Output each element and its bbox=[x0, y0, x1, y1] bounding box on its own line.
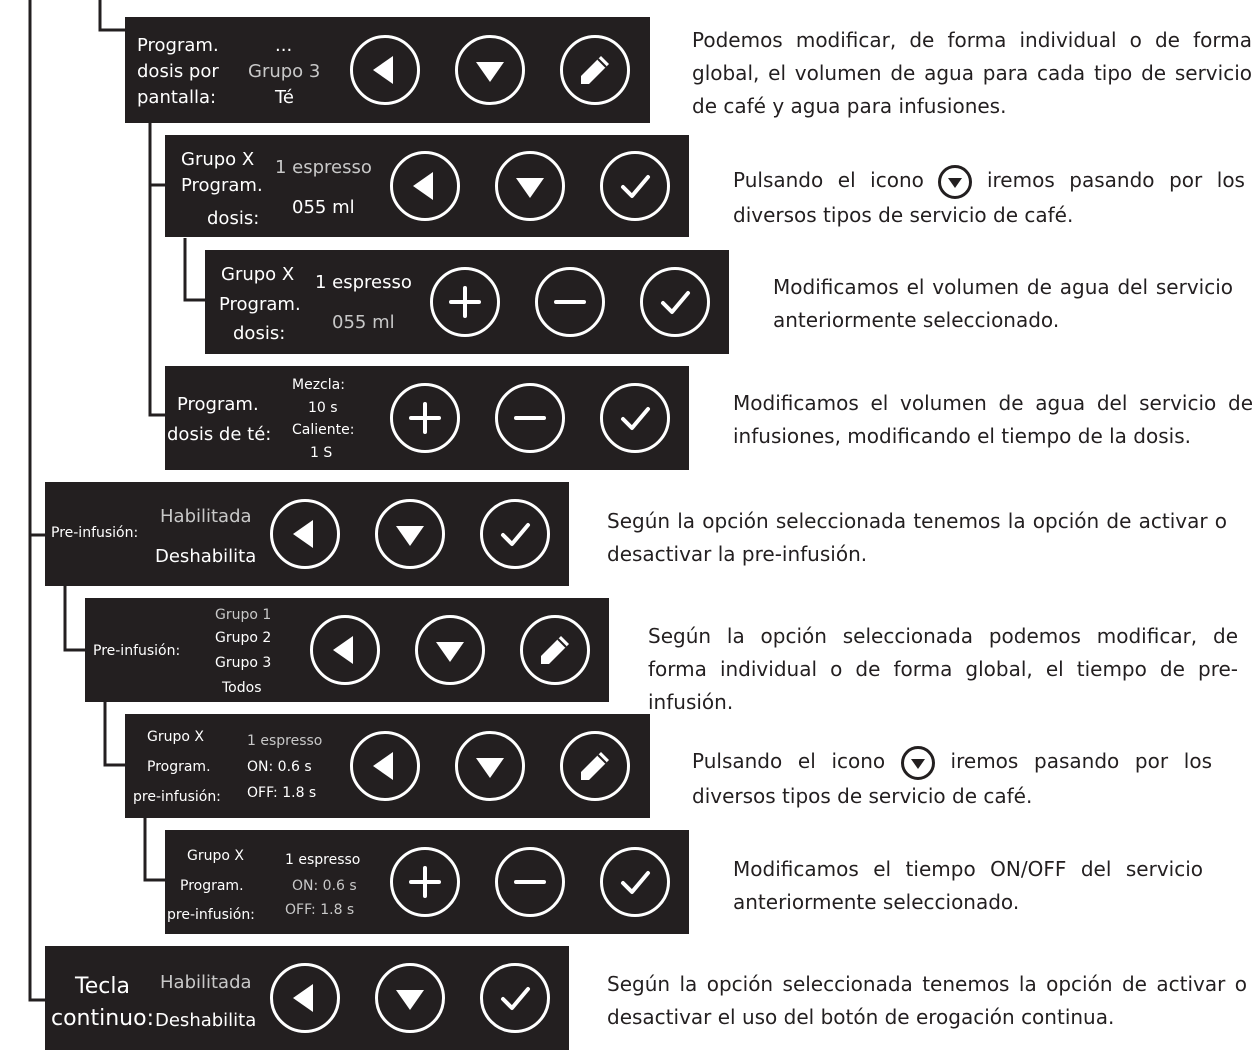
description-preinfusion-grupos: Según la opción seleccionada podemos modificar, de forma individual o de forma global, el tiempo de pre-infusión. bbox=[648, 624, 1238, 714]
minus-icon bbox=[510, 398, 550, 438]
label-dosis-por: dosis por bbox=[137, 61, 219, 82]
option-grupo-1: Grupo 1 bbox=[215, 607, 272, 623]
description-grupo-dosis-edit: Modificamos el volumen de agua del servicio anteriormente seleccionado. bbox=[773, 275, 1233, 332]
label-grupo-x: Grupo X bbox=[181, 149, 255, 170]
plus-button[interactable] bbox=[430, 267, 500, 337]
confirm-button[interactable] bbox=[600, 847, 670, 917]
value-espresso: 1 espresso bbox=[315, 272, 412, 293]
back-button[interactable] bbox=[310, 615, 380, 685]
back-button[interactable] bbox=[270, 963, 340, 1033]
option-deshabilita: Deshabilita bbox=[155, 1010, 257, 1031]
description-grupo-dosis bbox=[733, 164, 1245, 232]
edit-button[interactable] bbox=[520, 615, 590, 685]
edit-icon bbox=[535, 630, 575, 670]
label-grupo-x: Grupo X bbox=[221, 264, 295, 285]
label-preinfusion: Pre-infusión: bbox=[51, 525, 139, 541]
down-button[interactable] bbox=[375, 499, 445, 569]
plus-button[interactable] bbox=[390, 847, 460, 917]
label-continuo: continuo: bbox=[51, 1006, 154, 1031]
value-on: ON: 0.6 s bbox=[247, 759, 312, 775]
label-program: Program. bbox=[180, 878, 244, 894]
panel-preinfusion-program bbox=[125, 714, 650, 818]
down-icon bbox=[470, 50, 510, 90]
value-mezcla-time: 10 s bbox=[308, 400, 338, 416]
label-grupo-x: Grupo X bbox=[187, 848, 244, 864]
option-habilitada: Habilitada bbox=[160, 506, 252, 527]
value-te: Té bbox=[275, 87, 295, 108]
back-icon bbox=[365, 50, 405, 90]
description-text: Pulsando el icono bbox=[692, 749, 886, 773]
edit-icon bbox=[575, 50, 615, 90]
panel-dosis-te bbox=[165, 366, 689, 470]
back-icon bbox=[285, 978, 325, 1018]
description-text: iremos pasando por los diversos tipos de servicio de café. bbox=[692, 749, 1212, 808]
back-icon bbox=[405, 166, 445, 206]
minus-icon bbox=[510, 862, 550, 902]
option-grupo-3: Grupo 3 bbox=[215, 655, 272, 671]
description-tecla-continuo: Según la opción seleccionada tenemos la opción de activar o desactivar el uso del botón de erogación continua. bbox=[607, 972, 1247, 1029]
panel-grupo-dosis-edit bbox=[205, 250, 729, 354]
label-program: Program. bbox=[219, 294, 301, 315]
label-dosis: dosis: bbox=[207, 208, 260, 229]
panel-dosis-pantalla bbox=[125, 17, 650, 123]
value-caliente: Caliente: bbox=[292, 422, 355, 438]
down-icon bbox=[938, 165, 972, 199]
back-icon bbox=[325, 630, 365, 670]
plus-icon bbox=[405, 862, 445, 902]
confirm-button[interactable] bbox=[480, 499, 550, 569]
option-deshabilita: Deshabilita bbox=[155, 546, 257, 567]
panel-tecla-continuo bbox=[45, 946, 569, 1050]
label-dosis: dosis: bbox=[233, 323, 286, 344]
value-grupo-3: Grupo 3 bbox=[248, 61, 321, 82]
down-icon bbox=[510, 166, 550, 206]
edit-button[interactable] bbox=[560, 35, 630, 105]
label-pantalla: pantalla: bbox=[137, 87, 217, 108]
down-icon bbox=[390, 514, 430, 554]
value-mezcla: Mezcla: bbox=[292, 377, 345, 393]
minus-button[interactable] bbox=[495, 383, 565, 453]
panel-preinfusion-grupos bbox=[85, 598, 609, 702]
down-button[interactable] bbox=[415, 615, 485, 685]
back-icon bbox=[365, 746, 405, 786]
value-caliente-time: 1 S bbox=[310, 445, 333, 461]
description-text: Pulsando el icono bbox=[733, 168, 924, 192]
down-icon bbox=[470, 746, 510, 786]
label-program: Program. bbox=[147, 759, 211, 775]
down-icon bbox=[430, 630, 470, 670]
back-button[interactable] bbox=[350, 731, 420, 801]
label-program: Program. bbox=[181, 175, 263, 196]
label-preinfusion: pre-infusión: bbox=[133, 789, 221, 805]
back-icon bbox=[285, 514, 325, 554]
value-espresso: 1 espresso bbox=[247, 733, 323, 749]
down-button[interactable] bbox=[495, 151, 565, 221]
option-habilitada: Habilitada bbox=[160, 972, 252, 993]
label-program: Program. bbox=[137, 35, 219, 56]
down-icon bbox=[901, 746, 935, 780]
down-button[interactable] bbox=[455, 731, 525, 801]
confirm-icon bbox=[495, 978, 535, 1018]
plus-button[interactable] bbox=[390, 383, 460, 453]
panel-grupo-dosis bbox=[165, 135, 689, 237]
value-ml: 055 ml bbox=[292, 197, 355, 218]
option-grupo-2: Grupo 2 bbox=[215, 630, 272, 646]
description-text: iremos pasando por los diversos tipos de servicio de café. bbox=[733, 168, 1245, 227]
confirm-icon bbox=[615, 166, 655, 206]
description-preinfusion-edit: Modificamos el tiempo ON/OFF del servicio anteriormente seleccionado. bbox=[733, 857, 1203, 914]
down-button[interactable] bbox=[455, 35, 525, 105]
value-off: OFF: 1.8 s bbox=[285, 902, 355, 918]
value-off: OFF: 1.8 s bbox=[247, 785, 317, 801]
back-button[interactable] bbox=[270, 499, 340, 569]
description-preinfusion: Según la opción seleccionada tenemos la opción de activar o desactivar la pre-infusión. bbox=[607, 509, 1227, 566]
value-on: ON: 0.6 s bbox=[292, 878, 357, 894]
value-espresso: 1 espresso bbox=[285, 852, 361, 868]
label-program: Program. bbox=[177, 394, 259, 415]
minus-button[interactable] bbox=[535, 267, 605, 337]
description-dosis-te: Modificamos el volumen de agua del servicio de infusiones, modificando el tiempo de la dosis. bbox=[733, 391, 1253, 448]
label-grupo-x: Grupo X bbox=[147, 729, 204, 745]
label-preinfusion: Pre-infusión: bbox=[93, 643, 181, 659]
confirm-button[interactable] bbox=[640, 267, 710, 337]
minus-button[interactable] bbox=[495, 847, 565, 917]
plus-icon bbox=[445, 282, 485, 322]
confirm-button[interactable] bbox=[600, 151, 670, 221]
confirm-icon bbox=[615, 862, 655, 902]
label-dosis-te: dosis de té: bbox=[167, 424, 272, 445]
edit-button[interactable] bbox=[560, 731, 630, 801]
confirm-icon bbox=[495, 514, 535, 554]
option-todos: Todos bbox=[222, 680, 262, 696]
plus-icon bbox=[405, 398, 445, 438]
value-espresso: 1 espresso bbox=[275, 157, 372, 178]
confirm-button[interactable] bbox=[480, 963, 550, 1033]
description-dosis-pantalla: Podemos modificar, de forma individual o de forma global, el volumen de agua para cada tipo de servicio de café y agua para infusiones. bbox=[692, 28, 1252, 118]
down-button[interactable] bbox=[375, 963, 445, 1033]
back-button[interactable] bbox=[390, 151, 460, 221]
confirm-icon bbox=[615, 398, 655, 438]
panel-preinfusion-edit bbox=[165, 830, 689, 934]
confirm-button[interactable] bbox=[600, 383, 670, 453]
down-icon bbox=[390, 978, 430, 1018]
back-button[interactable] bbox=[350, 35, 420, 105]
label-preinfusion: pre-infusión: bbox=[167, 907, 255, 923]
minus-icon bbox=[550, 282, 590, 322]
description-preinfusion-program bbox=[692, 745, 1212, 813]
confirm-icon bbox=[655, 282, 695, 322]
value-ml: 055 ml bbox=[332, 312, 395, 333]
value-ellipsis: ... bbox=[275, 35, 293, 56]
edit-icon bbox=[575, 746, 615, 786]
label-tecla: Tecla bbox=[75, 974, 130, 999]
panel-preinfusion bbox=[45, 482, 569, 586]
